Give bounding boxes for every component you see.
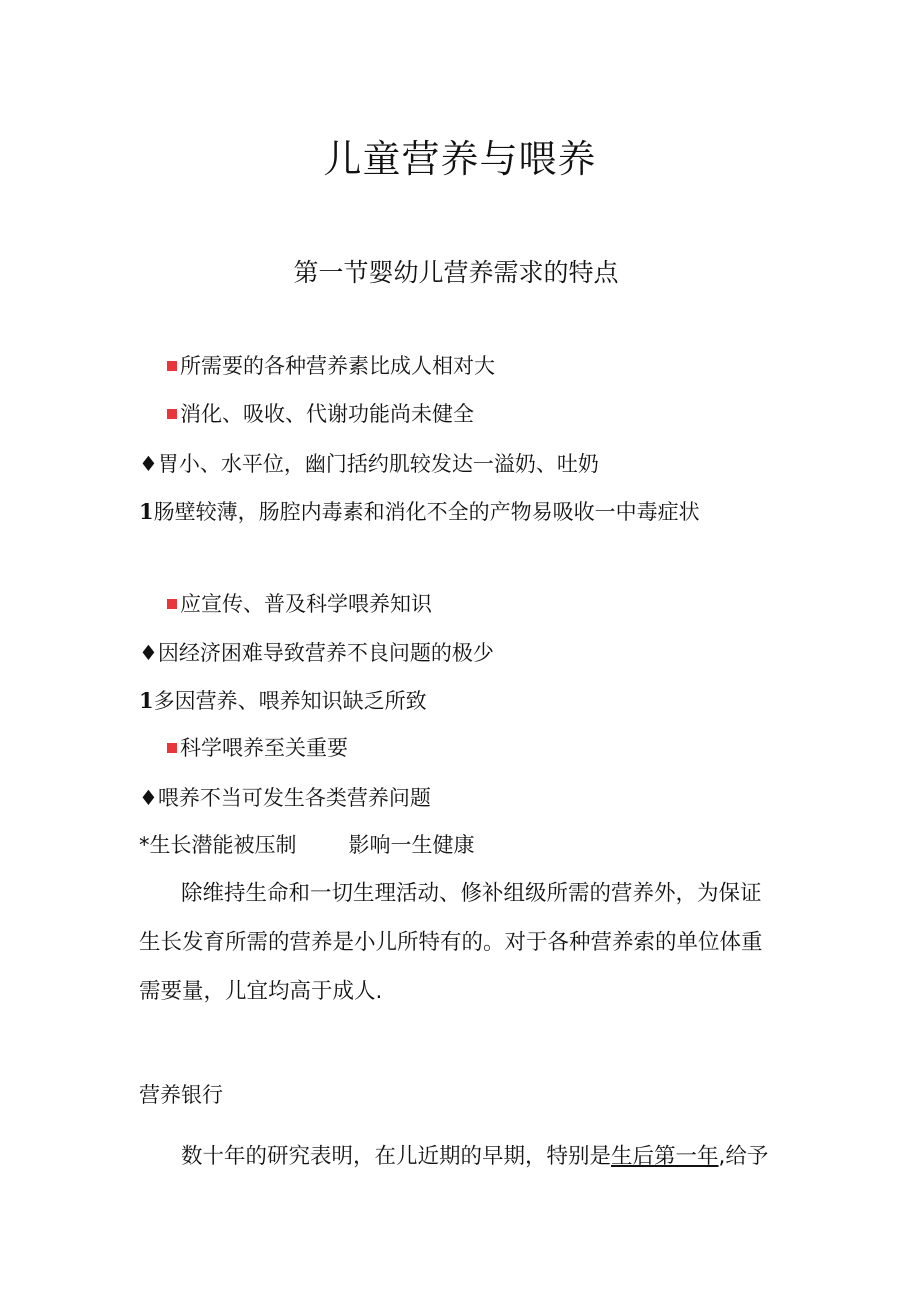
list-item bbox=[167, 736, 348, 761]
red-square-bullet-icon bbox=[167, 409, 177, 419]
diamond-bullet-icon: ♦ bbox=[139, 640, 158, 665]
list-item-text: 胃小、水平位，幽门括约肌较发达一溢奶、吐奶 bbox=[157, 452, 599, 476]
list-item-text: 肠壁较薄，肠腔内毒素和消化不全的产物易吸收一中毒症状 bbox=[153, 500, 700, 524]
red-square-bullet-icon bbox=[167, 743, 177, 753]
asterisk-bullet-icon: * bbox=[139, 833, 150, 857]
paragraph-text: 数十年的研究表明，在儿近期的早期，特别是 bbox=[181, 1144, 612, 1169]
body-paragraph: 除维持生命和一切生理活动、修补组级所需的营养外，为保证生长发育所需的营养是小儿所特有的。对于各种营养索的单位体重需要量，儿宜均高于成人. bbox=[139, 881, 763, 1004]
red-square-bullet-icon bbox=[167, 599, 177, 609]
diamond-bullet-icon: ♦ bbox=[139, 451, 158, 476]
list-item-text-secondary: 影响一生健康 bbox=[348, 833, 475, 857]
list-item-text: 消化、吸收、代谢功能尚未健全 bbox=[180, 402, 474, 426]
red-square-bullet-icon bbox=[167, 361, 177, 371]
list-item-text: 多因营养、喂养知识缺乏所致 bbox=[153, 689, 427, 713]
body-paragraph bbox=[139, 1132, 779, 1181]
list-item bbox=[139, 451, 599, 477]
list-marker: 1 bbox=[139, 688, 154, 713]
list-item bbox=[167, 354, 495, 379]
subheading: 营养银行 bbox=[139, 1083, 223, 1107]
list-item-text: 科学喂养至关重要 bbox=[180, 736, 348, 760]
list-item bbox=[167, 402, 474, 427]
document-title: 儿童营养与喂养 bbox=[323, 137, 597, 181]
paragraph-text: ,给予 bbox=[718, 1144, 769, 1169]
list-item-text: 因经济困难导致营养不良问题的极少 bbox=[157, 641, 494, 665]
list-item bbox=[139, 499, 700, 525]
list-item bbox=[167, 592, 432, 617]
list-item bbox=[139, 833, 475, 858]
list-item-text: 应宣传、普及科学喂养知识 bbox=[180, 592, 432, 616]
list-item-text: 喂养不当可发生各类营养问题 bbox=[157, 786, 431, 810]
list-item-text: 所需要的各种营养素比成人相对大 bbox=[180, 354, 495, 378]
list-item bbox=[139, 640, 494, 666]
diamond-bullet-icon: ♦ bbox=[139, 785, 158, 810]
list-item bbox=[139, 785, 431, 811]
section-title: 第一节婴幼儿营养需求的特点 bbox=[293, 258, 619, 287]
list-item-text: 生长潜能被压制 bbox=[149, 833, 297, 857]
list-marker: 1 bbox=[139, 499, 154, 524]
list-item bbox=[139, 688, 427, 714]
underlined-text: 生后第一年 bbox=[611, 1144, 719, 1169]
